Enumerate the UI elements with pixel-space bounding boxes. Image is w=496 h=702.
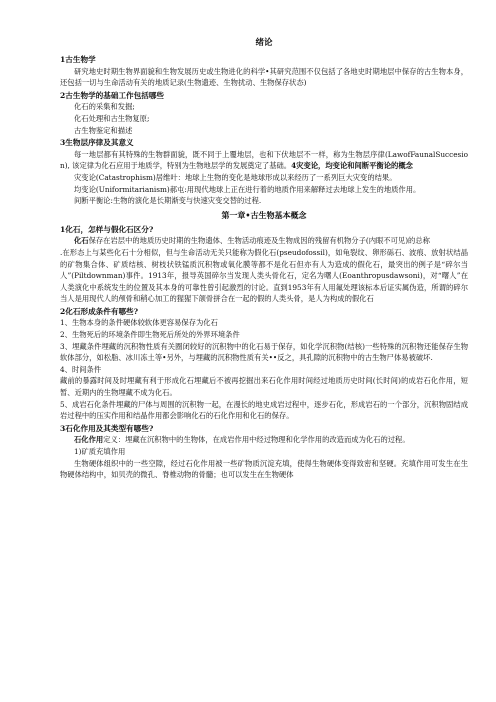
paragraph-text: 定义：埋藏在沉积物中的生物体，在成岩作用中经过物理和化学作用的改造而成为化石的过程。 <box>103 435 410 445</box>
paragraph: .在形态上与某些化石十分相似，但与生命活动无关只能称为假化石(pseudofossil)，如龟裂纹、卵形砾石、波痕、放射状结晶的矿物集合体、矿质结核、树枝状铁锰质沉积物或氧化膜等都不是化石但亦有人为造成的假化石，最突出的例子是“碎尔当人”(Piltdownman)事件。1913年，报导英国碎尔当发现人类头骨化石，定名为曙人(Eoanthropusdawsoni)，对“曙人”在人类演化中系统发生的位置及其本身的可靠性曾引起激烈的讨论。直到1953年有人用氟处理该标本后证实属伪造，所谓的碎尔当人是用现代人的颅骨和稍心加工的猩猩下颌骨拼合在一起的假的人类头骨，是人为构成的假化石 <box>60 247 468 304</box>
section-heading: 2化石形成条件有哪些? <box>60 306 139 316</box>
paragraph: 均变论(Uniformitarianism)郝屯:用现代地球上正在进行着的地质作用来解释过去地球上发生的地质作用。 <box>74 184 421 194</box>
term-lead: 石化作用 <box>74 435 104 445</box>
list-item: 古生物鉴定和描述 <box>74 125 133 135</box>
paragraph <box>60 235 468 247</box>
paragraph: 灾变论(Catastrophism)居维叶：地球上生物的变化是地球形成以来经历了一系列巨大灾变的结果。 <box>74 172 397 182</box>
list-item: 5、成岩石化条件埋藏的尸体与周围的沉积物一起，在漫长的地史成岩过程中，逐步石化，形成岩石的一个部分，沉积物固结成岩过程中的压实作用和结晶作用都会影响化石的石化作用和化石的保存。 <box>60 399 468 421</box>
paragraph: 间断平衡论:生物的演化是长期渐变与快速灾变交替的过程. <box>74 196 262 206</box>
list-item: 化石的采集和发掘; <box>74 102 135 112</box>
list-item: 1)矿质充填作用 <box>74 447 126 456</box>
chapter-section-1 <box>60 224 468 305</box>
list-item: 2、生物死后的环境条件即生物死后所处的外界环境条件 <box>60 330 240 340</box>
paragraph <box>60 434 468 446</box>
term-lead: 化石 <box>74 236 89 246</box>
list-item: 化石处理和古生物复原; <box>74 113 150 123</box>
section-heading: 3石化作用及其类型有哪些? <box>60 423 154 433</box>
paragraph: 研究地史时期生物界面貌和生物发展历史或生物进化的科学•其研究范围不仅包括了各地史时期地层中保存的古生物本身，还包括一切与生命活动有关的地质记录(生物遗迹、生物扰动、生物保存状态) <box>60 66 468 88</box>
section-heading: 1化石，怎样与假化石区分? <box>60 224 154 234</box>
paragraph: 生物硬体组织中的一些空隙，经过石化作用被一些矿物质沉淀充填，使得生物硬体变得致密和坚硬。充填作用可发生在生物硬体结构中，如贝壳的微孔、脊椎动物的骨髓；也可以发生在生物硬体 <box>60 458 468 480</box>
list-item: 3、埋藏条件埋藏的沉积物性质有关圈闭较好的沉积物中的化石易于保存，如化学沉积物(结核)一些特殊的沉积物还能保存生物软体部分，如松脂、冰川冻土等•另外，与埋藏的沉积物性质有关••反之，具孔隙的沉积物中的古生物尸体易被破坏. <box>60 341 468 363</box>
paragraph-text: 每一地层都有其特殊的生物群面貌，既不同于上覆地层，也和下伏地层不一样，称为生物层序律(LawofFaunalSuccesion), 该定律为化石应用于地质学，特别为生物地层学的发展奠定了基础。 <box>60 149 468 171</box>
intro-section-1 <box>60 54 468 89</box>
intro-section-2 <box>60 90 468 136</box>
section-heading: 3生物层序律及其意义 <box>60 138 134 148</box>
list-item: 1、生物本身的条件硬体较软体更容易保存为化石 <box>60 318 218 328</box>
paragraph <box>60 149 468 172</box>
intro-section-3 <box>60 137 468 207</box>
paragraph: 藏前的暴露时间及时埋藏有利于形成化石埋藏后不被再挖掘出来石化作用时间经过地质历史时间(长时间)的成岩石化作用，短暂、近期内的生物埋藏不成为化石。 <box>60 376 468 398</box>
paragraph-text: 保存在岩层中的地质历史时期的生物遗体、生物活动痕迹及生物成因的残留有机物分子(内眼不可见)的总称 <box>88 236 430 246</box>
section-heading: 2古生物学的基础工作包括哪些 <box>60 90 165 100</box>
chapter-title: 第一章•古生物基本概念 <box>221 209 307 220</box>
list-item: 4、时间条件 <box>60 364 102 374</box>
document-title: 绪论 <box>255 38 273 48</box>
section-heading: 1古生物学 <box>60 55 96 64</box>
chapter-section-2 <box>60 306 468 422</box>
chapter-section-3 <box>60 423 468 481</box>
inline-heading: 4灾变论，均变论和间断平衡论的概念 <box>291 161 413 171</box>
